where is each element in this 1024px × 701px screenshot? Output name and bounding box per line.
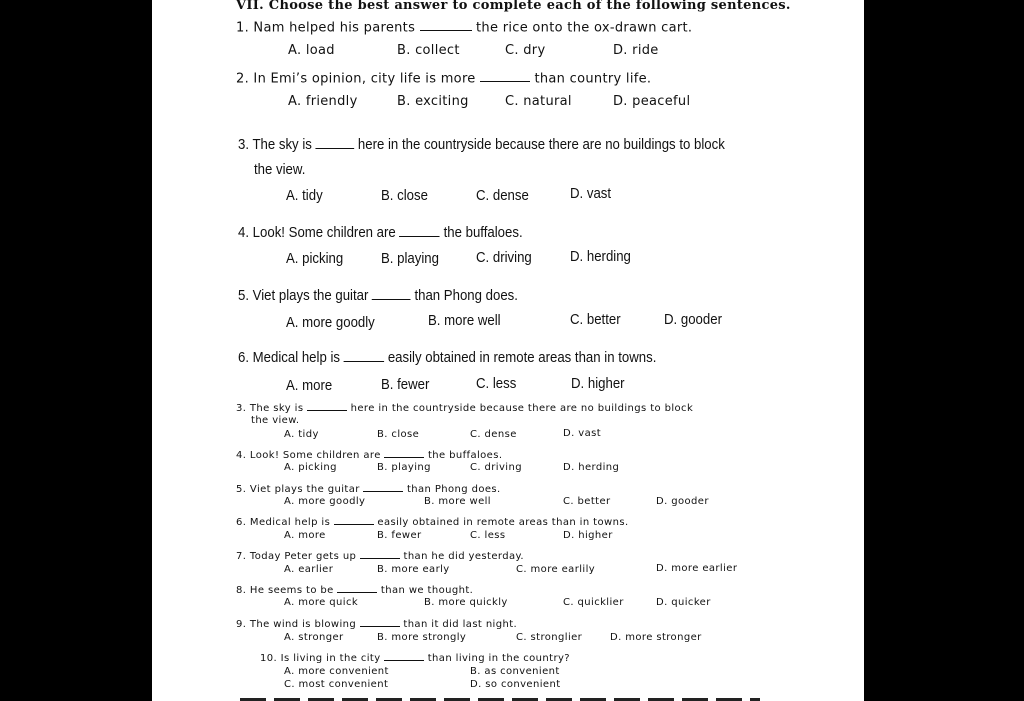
q4s-option-c[interactable]: C. driving	[470, 462, 522, 473]
q8-option-a[interactable]: A. more quick	[284, 597, 359, 608]
question-5: 5. Viet plays the guitar than Phong does.	[238, 287, 518, 304]
q6-option-d[interactable]: D. higher	[571, 375, 625, 392]
question-4: 4. Look! Some children are the buffaloes.	[238, 224, 523, 241]
answer-blank[interactable]	[337, 584, 377, 593]
answer-blank[interactable]	[384, 449, 424, 458]
q3-option-b[interactable]: B. close	[381, 187, 428, 204]
q5-option-b[interactable]: B. more well	[428, 312, 501, 329]
question-3: 3. The sky is here in the countryside because there are no buildings to block	[238, 136, 725, 153]
q3s-option-b[interactable]: B. close	[377, 429, 420, 440]
q10-option-a[interactable]: A. more convenient	[284, 666, 389, 677]
answer-blank[interactable]	[360, 550, 400, 559]
question-3-small-continued: the view.	[251, 415, 300, 426]
question-3-small: 3. The sky is here in the countryside because there are no buildings to block	[236, 403, 694, 414]
worksheet-page	[152, 0, 864, 701]
answer-blank[interactable]	[363, 483, 403, 492]
q6s-option-b[interactable]: B. fewer	[377, 530, 422, 541]
q3-option-a[interactable]: A. tidy	[286, 187, 323, 204]
q10-option-c[interactable]: C. most convenient	[284, 679, 389, 690]
q6-option-c[interactable]: C. less	[476, 375, 517, 392]
q1-option-a[interactable]: A. load	[288, 43, 335, 58]
q9-option-a[interactable]: A. stronger	[284, 632, 344, 643]
q2-option-c[interactable]: C. natural	[505, 94, 572, 109]
question-5-small: 5. Viet plays the guitar than Phong does.	[236, 484, 501, 495]
q3-option-c[interactable]: C. dense	[476, 187, 529, 204]
q4-option-d[interactable]: D. herding	[570, 248, 631, 265]
question-10: 10. Is living in the city than living in the country?	[260, 653, 570, 664]
q4s-option-a[interactable]: A. picking	[284, 462, 337, 473]
q8-option-c[interactable]: C. quicklier	[563, 597, 624, 608]
answer-blank[interactable]	[360, 618, 400, 627]
question-6: 6. Medical help is easily obtained in remote areas than in towns.	[238, 349, 657, 366]
q3s-option-c[interactable]: C. dense	[470, 429, 517, 440]
q6s-option-c[interactable]: C. less	[470, 530, 506, 541]
question-3-continued: the view.	[254, 161, 306, 178]
q9-option-d[interactable]: D. more stronger	[610, 632, 702, 643]
q9-option-c[interactable]: C. stronglier	[516, 632, 583, 643]
q8-option-b[interactable]: B. more quickly	[424, 597, 508, 608]
q4-option-a[interactable]: A. picking	[286, 250, 344, 267]
q4-option-c[interactable]: C. driving	[476, 249, 532, 266]
q6-option-a[interactable]: A. more	[286, 377, 333, 394]
q2-option-b[interactable]: B. exciting	[397, 94, 469, 109]
answer-blank[interactable]	[420, 20, 472, 31]
q7-option-b[interactable]: B. more early	[377, 564, 450, 575]
q10-option-b[interactable]: B. as convenient	[470, 666, 560, 677]
answer-blank[interactable]	[344, 349, 384, 362]
q2-option-a[interactable]: A. friendly	[288, 94, 358, 109]
q5s-option-a[interactable]: A. more goodly	[284, 496, 366, 507]
answer-blank[interactable]	[480, 71, 530, 82]
question-6-small: 6. Medical help is easily obtained in remote areas than in towns.	[236, 517, 629, 528]
q5s-option-c[interactable]: C. better	[563, 496, 611, 507]
q9-option-b[interactable]: B. more strongly	[377, 632, 467, 643]
q4s-option-d[interactable]: D. herding	[563, 462, 620, 473]
answer-blank[interactable]	[307, 402, 347, 411]
question-4-small: 4. Look! Some children are the buffaloes.	[236, 450, 503, 461]
answer-blank[interactable]	[316, 136, 355, 149]
q10-option-d[interactable]: D. so convenient	[470, 679, 561, 690]
answer-blank[interactable]	[372, 287, 411, 300]
q7-option-c[interactable]: C. more earlily	[516, 564, 596, 575]
q1-option-b[interactable]: B. collect	[397, 43, 460, 58]
answer-blank[interactable]	[384, 652, 424, 661]
q5s-option-b[interactable]: B. more well	[424, 496, 491, 507]
q2-option-d[interactable]: D. peaceful	[613, 94, 691, 109]
q7-option-d[interactable]: D. more earlier	[656, 563, 738, 574]
q6s-option-a[interactable]: A. more	[284, 530, 326, 541]
question-2: 2. In Emi’s opinion, city life is more than country life.	[236, 71, 652, 87]
q3-option-d[interactable]: D. vast	[570, 185, 612, 202]
q1-option-d[interactable]: D. ride	[613, 43, 659, 58]
section-title: VII. Choose the best answer to complete each of the following sentences.	[236, 0, 791, 13]
question-7: 7. Today Peter gets up than he did yesterday.	[236, 551, 524, 562]
q5-option-a[interactable]: A. more goodly	[286, 314, 375, 331]
q4-option-b[interactable]: B. playing	[381, 250, 439, 267]
question-9: 9. The wind is blowing than it did last night.	[236, 619, 518, 630]
question-1: 1. Nam helped his parents the rice onto the ox-drawn cart.	[236, 20, 693, 36]
q8-option-d[interactable]: D. quicker	[656, 597, 711, 608]
q5s-option-d[interactable]: D. gooder	[656, 496, 709, 507]
q4s-option-b[interactable]: B. playing	[377, 462, 431, 473]
q6s-option-d[interactable]: D. higher	[563, 530, 613, 541]
q5-option-c[interactable]: C. better	[570, 311, 621, 328]
answer-blank[interactable]	[334, 516, 374, 525]
question-8: 8. He seems to be than we thought.	[236, 585, 474, 596]
q3s-option-d[interactable]: D. vast	[563, 428, 602, 439]
q1-option-c[interactable]: C. dry	[505, 43, 546, 58]
q7-option-a[interactable]: A. earlier	[284, 564, 334, 575]
q3s-option-a[interactable]: A. tidy	[284, 429, 319, 440]
q5-option-d[interactable]: D. gooder	[664, 311, 722, 328]
answer-blank[interactable]	[399, 224, 439, 237]
q6-option-b[interactable]: B. fewer	[381, 376, 430, 393]
